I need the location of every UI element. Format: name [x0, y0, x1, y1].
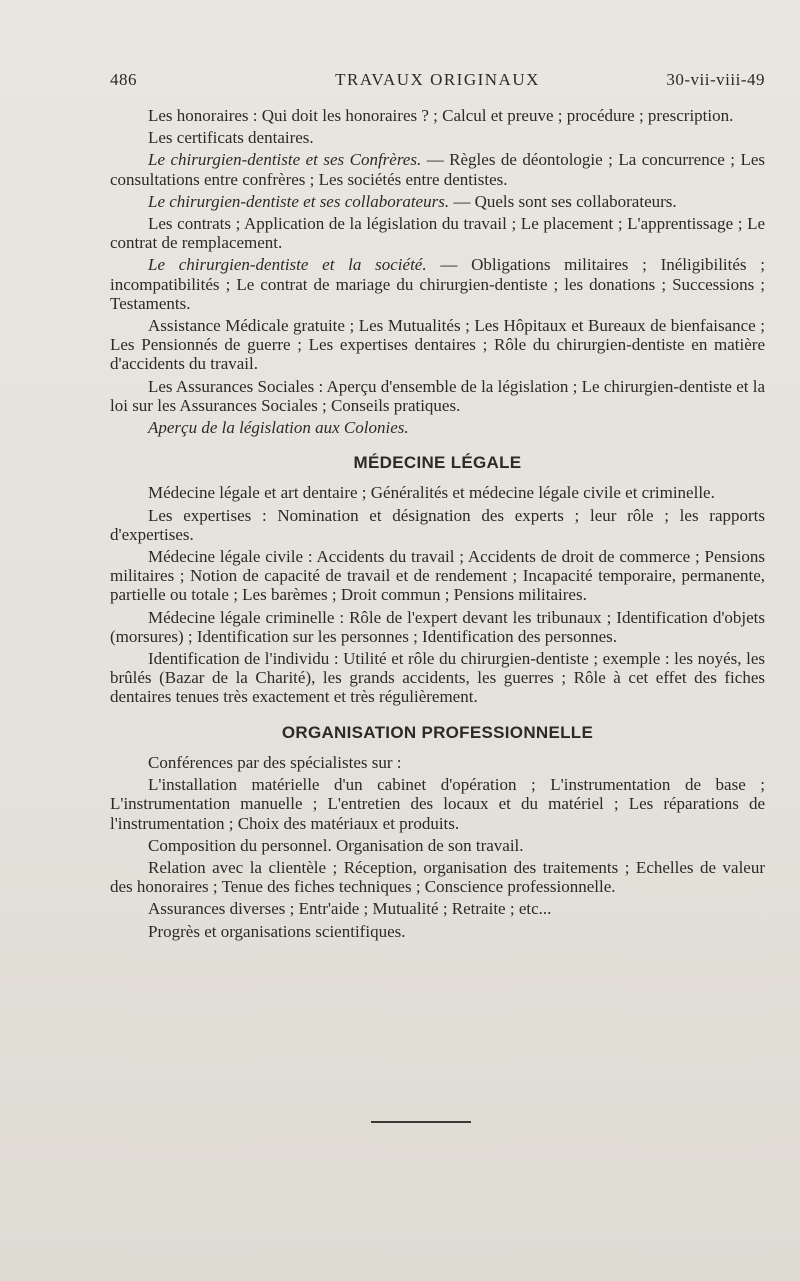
paragraph — [110, 922, 765, 941]
text-run: L'installation matérielle d'un cabinet d'opération ; L'instrumentation de base ; L'instrumentation manuelle ; L'entretien des locaux et du matériel ; Les réparations de l'instrumentation ; Choix des matériaux et produits. — [110, 775, 765, 833]
paragraph — [110, 316, 765, 374]
end-rule — [371, 1121, 471, 1123]
paragraph — [110, 608, 765, 646]
paragraph — [110, 377, 765, 415]
section-medecine-legale — [110, 483, 765, 706]
running-title: TRAVAUX ORIGINAUX — [335, 70, 540, 89]
article-body — [110, 106, 765, 944]
text-run: Médecine légale et art dentaire ; Généralités et médecine légale civile et criminelle. — [148, 483, 715, 503]
paragraph — [110, 775, 765, 833]
page-header — [110, 70, 765, 92]
section-organisation — [110, 753, 765, 941]
paragraph — [110, 899, 765, 918]
text-run: — Obligations militaires ; Inéligibilités ; incompatibilités ; Le contrat de mariage du chirurgien-dentiste ; les donations ; Successions ; Testaments. — [110, 255, 765, 313]
paragraph — [110, 128, 765, 147]
text-run: Médecine légale criminelle : Rôle de l'expert devant les tribunaux ; Identification d'objets (morsures) ; Identification sur les personnes ; Identification des personnes. — [110, 607, 765, 646]
issue-date: 30-vii-viii-49 — [666, 70, 765, 89]
paragraph — [110, 418, 765, 437]
text-run: Composition du personnel. Organisation de son travail. — [148, 835, 524, 855]
paragraph — [110, 150, 765, 188]
text-run: Les Assurances Sociales : Aperçu d'ensemble de la législation ; Le chirurgien-dentiste et la loi sur les Assurances Sociales ; Conseils pratiques. — [110, 376, 765, 415]
text-run: Assistance Médicale gratuite ; Les Mutualités ; Les Hôpitaux et Bureaux de bienfaisance ; Les Pensionnés de guerre ; Les expertises dentaires ; Rôle du chirurgien-dentiste en matière d'accidents du travail. — [110, 316, 765, 374]
text-run: Assurances diverses ; Entr'aide ; Mutualité ; Retraite ; etc... — [148, 899, 552, 919]
text-run: Conférences par des spécialistes sur : — [148, 752, 402, 772]
paragraph — [110, 506, 765, 544]
paragraph — [110, 836, 765, 855]
paragraph — [110, 547, 765, 605]
text-run: Les honoraires : Qui doit les honoraires ? ; Calcul et preuve ; procédure ; prescription. — [148, 106, 734, 125]
page-number: 486 — [110, 70, 137, 89]
text-run: Les contrats ; Application de la législation du travail ; Le placement ; L'apprentissage ; Le contrat de remplacement. — [110, 214, 765, 253]
paragraph — [110, 858, 765, 896]
text-run: — Quels sont ses collaborateurs. — [449, 191, 677, 211]
paragraph — [110, 255, 765, 313]
italic-phrase: Le chirurgien-dentiste et la société. — [148, 255, 427, 275]
text-run: Médecine légale civile : Accidents du travail ; Accidents de droit de commerce ; Pensions militaires ; Notion de capacité de travail et de rendement ; Incapacité temporaire, permanente, partielle ou totale ; Les barèmes ; Droit commun ; Pensions militaires. — [110, 547, 765, 605]
paragraph — [110, 214, 765, 252]
paragraph — [110, 192, 765, 211]
text-run: Les expertises : Nomination et désignation des experts ; leur rôle ; les rapports d'expertises. — [110, 505, 765, 544]
text-run: Progrès et organisations scientifiques. — [148, 921, 406, 941]
section-deontology — [110, 106, 765, 437]
section-heading-organisation: ORGANISATION PROFESSIONNELLE — [281, 722, 594, 742]
section-heading-medecine-legale: MÉDECINE LÉGALE — [353, 453, 522, 473]
text-run: Relation avec la clientèle ; Réception, organisation des traitements ; Echelles de valeur des honoraires ; Tenue des fiches techniques ; Conscience professionnelle. — [110, 857, 765, 897]
paragraph — [110, 753, 765, 772]
italic-phrase: Le chirurgien-dentiste et ses collaborateurs. — [148, 191, 450, 211]
italic-phrase: Aperçu de la législation aux Colonies. — [148, 418, 409, 438]
paragraph — [110, 649, 765, 707]
text-run: Identification de l'individu : Utilité et rôle du chirurgien-dentiste ; exemple : les noyés, les brûlés (Bazar de la Charité), les grands accidents, les guerres ; Rôle à cet effet des fiches dentaires tenues très exactement et très régulièrement. — [110, 649, 765, 707]
text-run: Les certificats dentaires. — [148, 128, 314, 148]
italic-phrase: Le chirurgien-dentiste et ses Confrères. — [148, 150, 422, 170]
paragraph — [110, 483, 765, 502]
paragraph — [110, 106, 765, 125]
text-run: — Règles de déontologie ; La concurrence ; Les consultations entre confrères ; Les sociétés entre dentistes. — [110, 150, 766, 189]
